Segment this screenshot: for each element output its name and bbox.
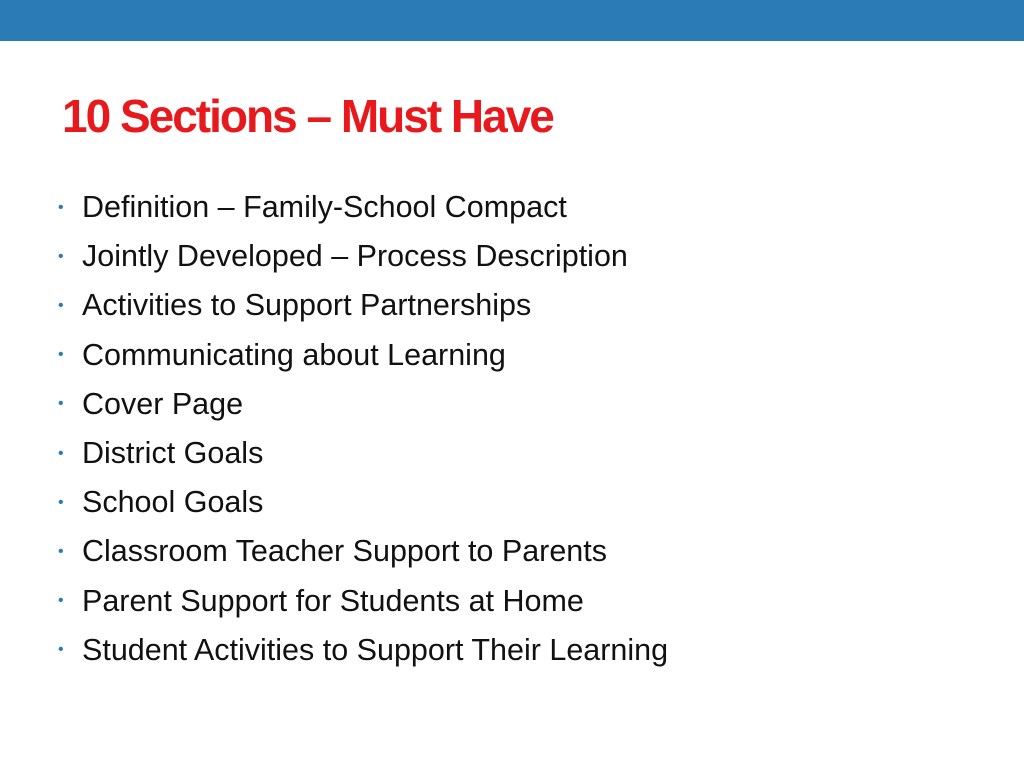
bullet-icon: • — [58, 444, 64, 462]
bullet-text: Cover Page — [82, 386, 244, 421]
bullet-text: Classroom Teacher Support to Parents — [82, 534, 607, 569]
bullet-icon: • — [58, 247, 64, 265]
bullet-item — [58, 183, 668, 232]
bullet-item — [58, 281, 668, 330]
bullet-icon: • — [58, 395, 64, 413]
bullet-text: Definition – Family-School Compact — [82, 190, 567, 225]
bullet-text: Student Activities to Support Their Learning — [82, 632, 669, 667]
top-accent-bar — [0, 0, 1024, 41]
bullet-list — [58, 183, 668, 675]
bullet-text: Activities to Support Partnerships — [82, 288, 532, 323]
bullet-item — [58, 429, 668, 478]
slide-title: 10 Sections – Must Have — [62, 90, 553, 142]
bullet-icon: • — [58, 296, 64, 314]
bullet-icon: • — [58, 641, 64, 659]
bullet-icon: • — [58, 542, 64, 560]
bullet-text: Communicating about Learning — [82, 337, 506, 372]
bullet-text: Parent Support for Students at Home — [82, 583, 584, 618]
bullet-icon: • — [58, 198, 64, 216]
bullet-icon: • — [58, 346, 64, 364]
bullet-text: Jointly Developed – Process Description — [82, 239, 628, 274]
bullet-item — [58, 626, 668, 675]
bullet-icon: • — [58, 493, 64, 511]
bullet-item — [58, 232, 668, 281]
bullet-item — [58, 577, 668, 626]
bullet-text: District Goals — [82, 436, 264, 471]
bullet-text: School Goals — [82, 485, 264, 520]
bullet-item — [58, 478, 668, 527]
bullet-item — [58, 527, 668, 576]
bullet-icon: • — [58, 592, 64, 610]
bullet-item — [58, 380, 668, 429]
bullet-item — [58, 331, 668, 380]
